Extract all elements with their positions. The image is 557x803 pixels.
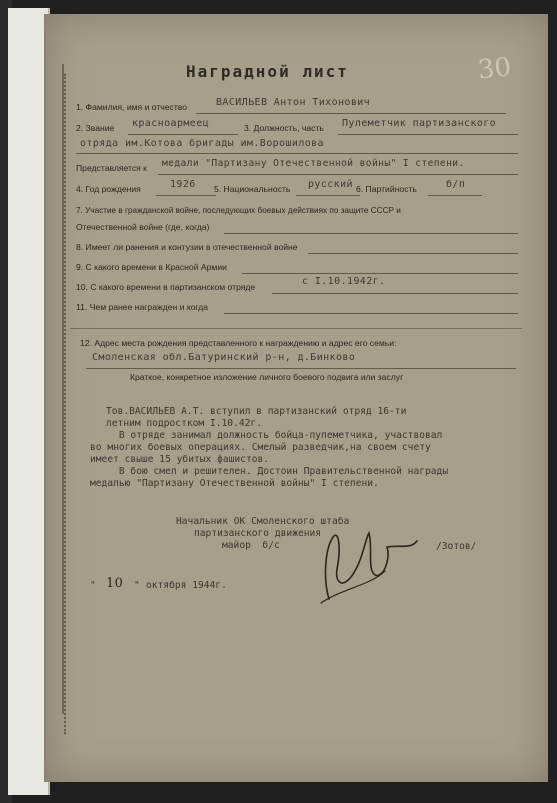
field-7-label-b: Отечественной войне (где, когда)	[76, 222, 210, 232]
field-4-label: 4. Год рождения	[76, 184, 141, 194]
award-sheet-page	[44, 14, 548, 782]
field-6-label: 6. Партийность	[356, 184, 417, 194]
field-4-value: 1926	[170, 179, 196, 190]
field-3-value-a: Пулеметчик партизанского	[342, 118, 497, 129]
date-rest: октября 1944г.	[146, 580, 227, 591]
signatory-rank: майор б/с	[222, 540, 280, 551]
award-text-line-4: во многих боевых операциях. Смелый разведчик,на своем счету	[90, 442, 431, 453]
award-text-line-5: имеет свыше 15 убитых фашистов.	[90, 454, 270, 465]
field-3-label: 3. Должность, часть	[244, 123, 324, 133]
field-11-label: 11. Чем ранее награжден и когда	[76, 302, 209, 312]
signatory-name: /Зотов/	[436, 541, 477, 552]
archive-page-number: 30	[476, 52, 513, 86]
field-5-value: русский	[308, 179, 353, 190]
presented-label: Представляется к	[76, 163, 147, 173]
award-text-line-1: Тов.ВАСИЛЬЕВ А.Т. вступил в партизанский отряд 16-ти	[106, 406, 407, 417]
field-10-value: с I.10.1942г.	[302, 276, 386, 287]
document-title: Наградной лист	[186, 62, 349, 81]
presented-value: медали "Партизану Отечественной войны" I степени.	[162, 158, 465, 169]
field-8-label: 8. Имеет ли ранения и контузии в отечественной войне	[76, 242, 298, 252]
field-3-value-b: отряда им.Котова бригады им.Ворошилова	[80, 138, 324, 149]
field-12-label: 12. Адрес места рождения представленного к награждению и адрес его семьи:	[80, 338, 397, 348]
field-2-value: красноармеец	[132, 118, 210, 129]
date-day: 10	[106, 576, 124, 591]
signatory-title-line-2: партизанского движения	[194, 528, 322, 539]
field-12-value: Смоленская обл.Батуринский р-н, д.Бинково	[92, 352, 356, 363]
field-5-label: 5. Национальность	[214, 184, 291, 194]
award-text-line-7: медалью "Партизану Отечественной войны" I степени.	[90, 478, 379, 489]
field-9-label: 9. С какого времени в Красной Армии	[76, 262, 227, 272]
summary-caption: Краткое, конкретное изложение личного боевого подвига или заслуг	[130, 372, 404, 382]
field-1-label: 1. Фамилия, имя и отчество	[76, 102, 188, 112]
award-text-line-6: В бою смел и решителен. Достоин Правительственной награды	[90, 466, 449, 477]
field-10-label: 10. С какого времени в партизанском отряде	[76, 282, 256, 292]
field-6-value: б/п	[446, 179, 466, 190]
field-2-label: 2. Звание	[76, 123, 115, 133]
field-1-value: ВАСИЛЬЕВ Антон Тихонович	[216, 97, 371, 108]
award-text-line-2: летним подростком I.10.42г.	[106, 418, 262, 429]
binding-holes	[64, 74, 72, 734]
award-text-line-3: В отряде занимал должность бойца-пулеметчика, участвовал	[90, 430, 443, 441]
field-7-label-a: 7. Участие в гражданской войне, последующих боевых действиях по защите СССР и	[76, 206, 401, 215]
handwritten-signature	[311, 519, 431, 609]
date-close-quote: "	[134, 580, 140, 591]
signatory-title-line-1: Начальник ОК Смоленского штаба	[176, 516, 350, 527]
date-open-quote: "	[90, 580, 96, 591]
